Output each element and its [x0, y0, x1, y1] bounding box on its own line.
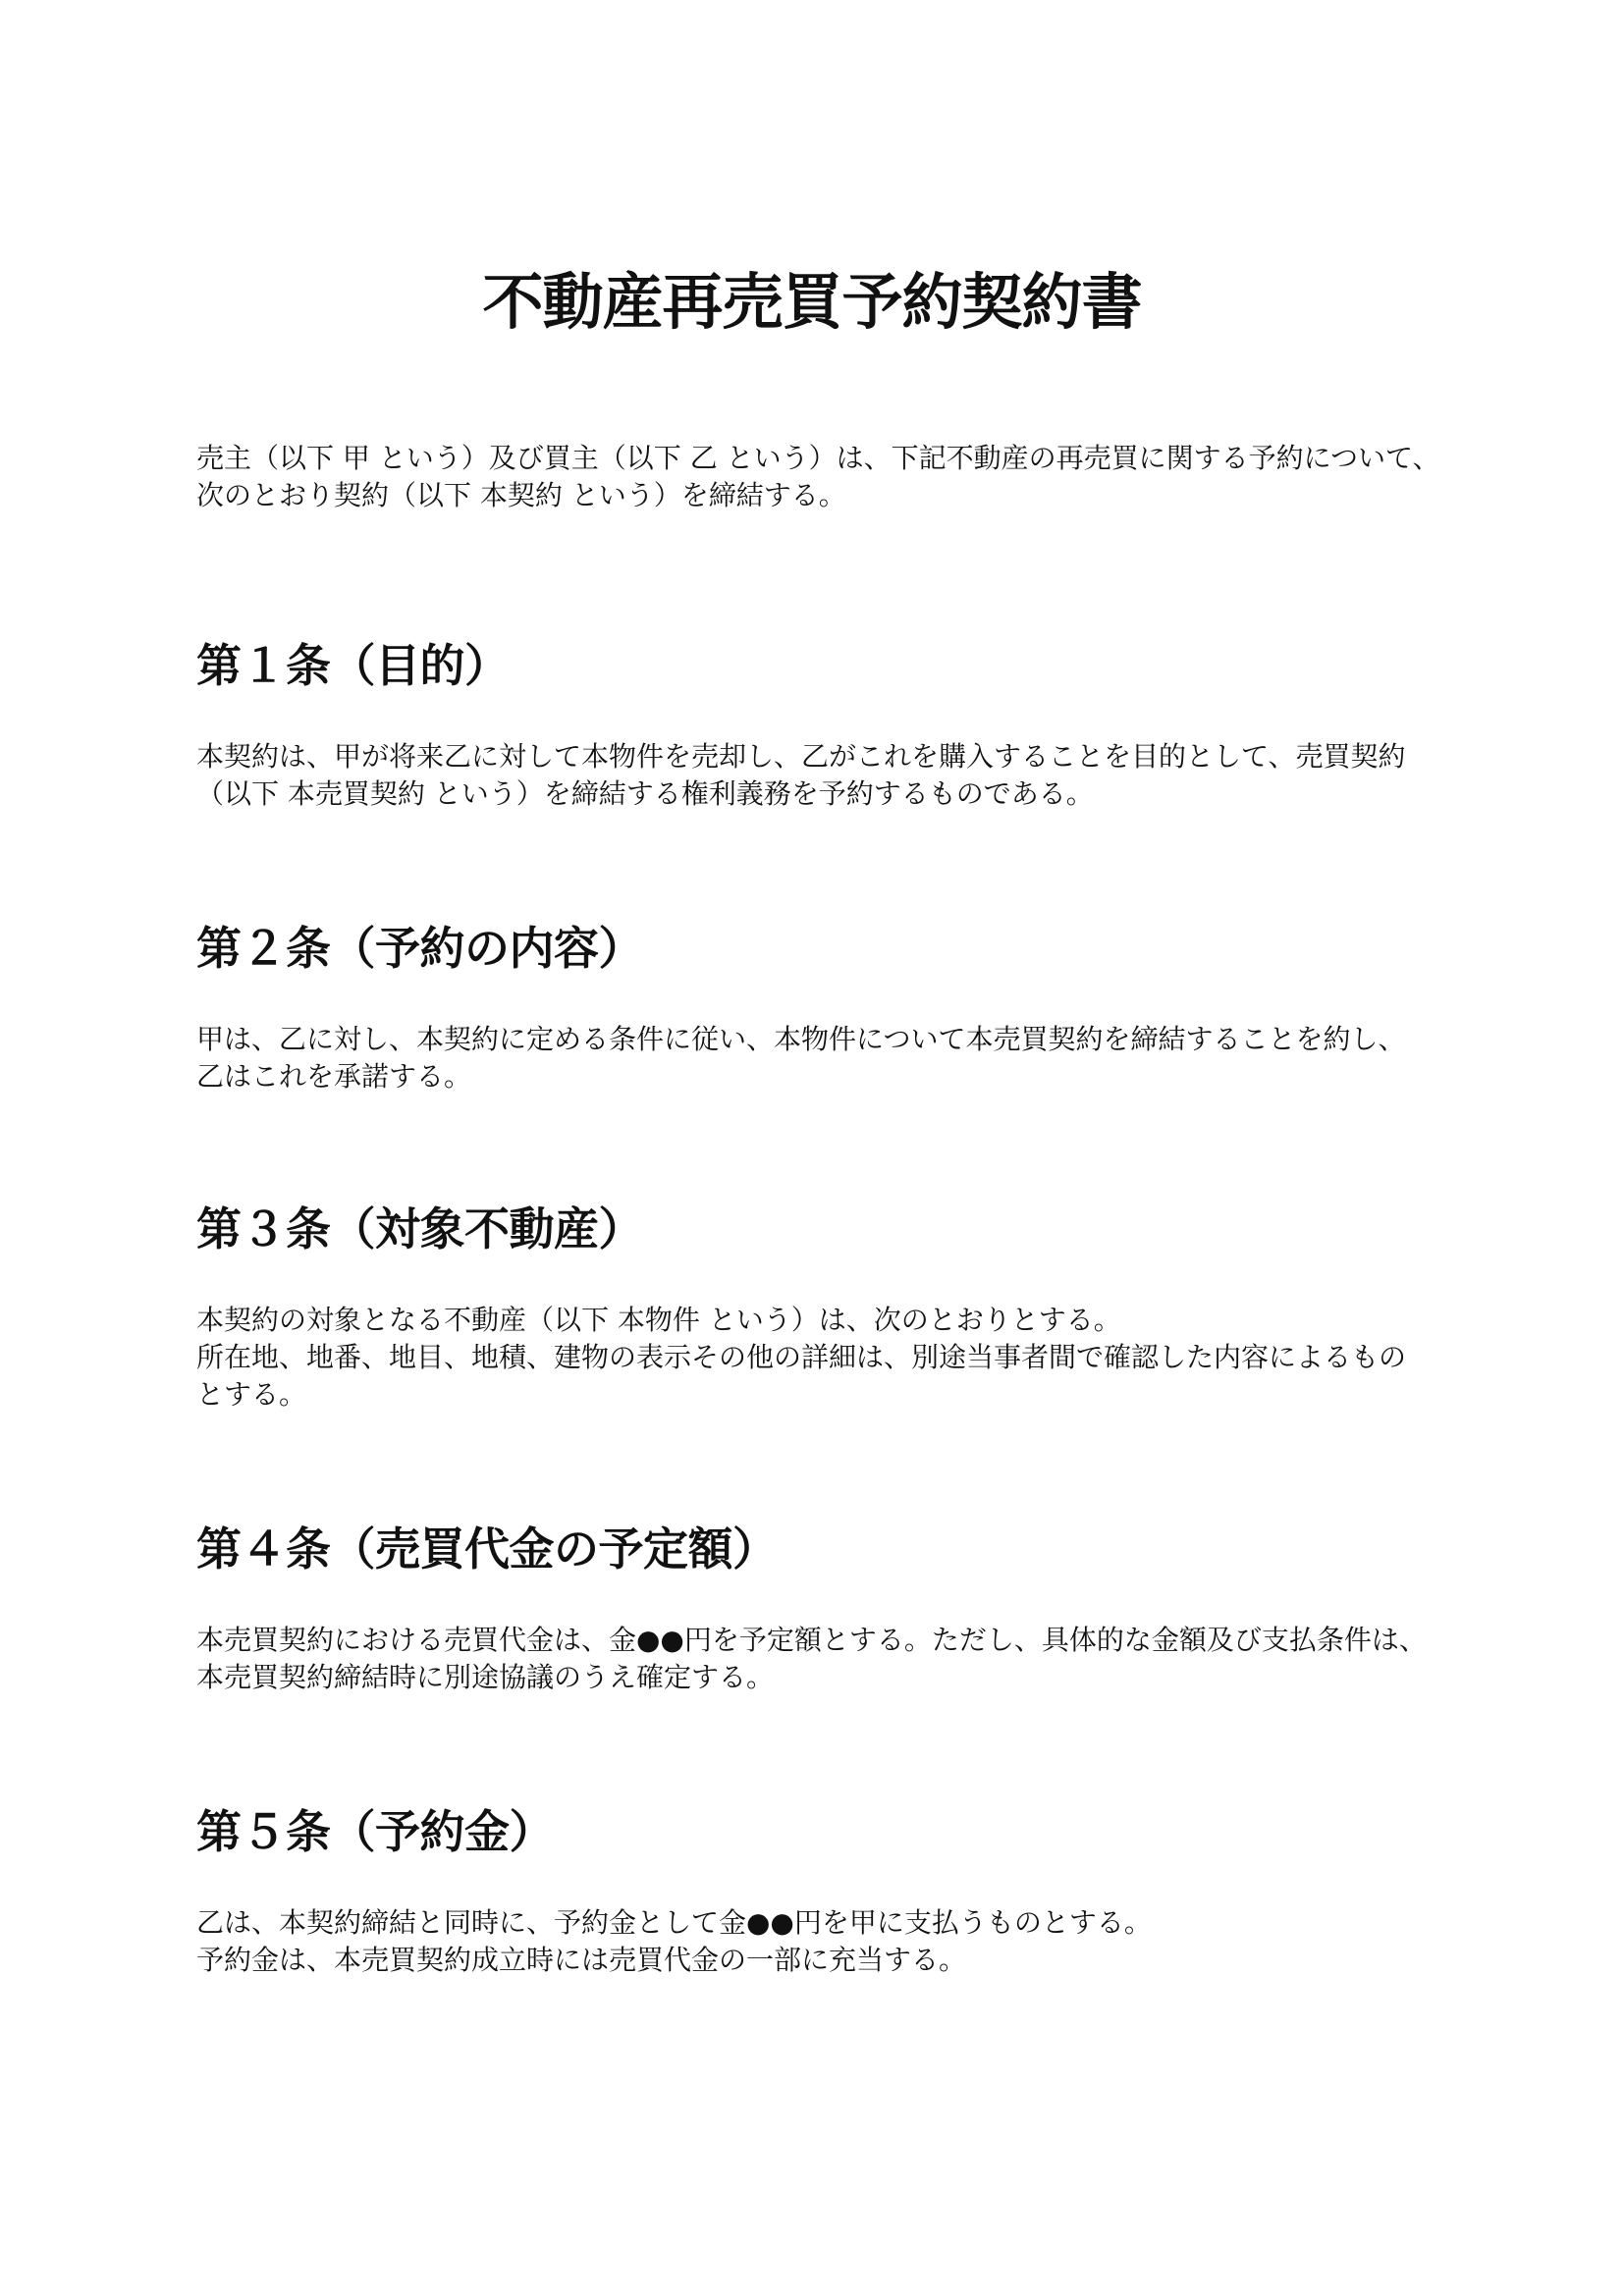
article-line: とする。 — [196, 1378, 307, 1411]
article-line: 本契約は、甲が将来乙に対して本物件を売却し、乙がこれを購入することを目的として、売買契約 — [196, 740, 1406, 773]
article-heading: 第１条（目的） — [196, 639, 510, 692]
article-line: 予約金は、本売買契約成立時には売買代金の一部に充当する。 — [196, 1944, 967, 1976]
article-heading: 第４条（売買代金の予定額） — [196, 1522, 778, 1575]
article-2 — [196, 919, 1473, 1095]
article-body — [196, 1021, 1473, 1095]
article-line: 本売買契約締結時に別途協議のうえ確定する。 — [196, 1661, 775, 1693]
article-body — [196, 1302, 1473, 1414]
article-line: 本売買契約における売買代金は、金●●円を予定額とする。ただし、具体的な金額及び支払条件は、 — [196, 1624, 1427, 1656]
article-line: 乙は、本契約締結と同時に、予約金として金●●円を甲に支払うものとする。 — [196, 1906, 1152, 1939]
article-line: 本契約の対象となる不動産（以下 本物件 という）は、次のとおりとする。 — [196, 1304, 1121, 1336]
article-5 — [196, 1802, 1473, 1979]
intro-line: 売主（以下 甲 という）及び買主（以下 乙 という）は、下記不動産の再売買に関する予約について、 — [196, 442, 1440, 474]
article-heading: 第３条（対象不動産） — [196, 1202, 643, 1255]
article-3 — [196, 1200, 1473, 1414]
article-body — [196, 738, 1473, 813]
article-heading: 第５条（予約金） — [196, 1805, 554, 1858]
article-1 — [196, 636, 1473, 813]
intro-paragraph — [196, 440, 1473, 514]
article-line: 乙はこれを承諾する。 — [196, 1060, 472, 1093]
article-line: 甲は、乙に対し、本契約に定める条件に従い、本物件について本売買契約を締結することを約し、 — [196, 1023, 1406, 1055]
document-title: 不動産再売買予約契約書 — [482, 266, 1142, 338]
article-body — [196, 1622, 1473, 1696]
article-heading: 第２条（予約の内容） — [196, 922, 643, 975]
article-line: 所在地、地番、地目、地積、建物の表示その他の詳細は、別途当事者間で確認した内容によるもの — [196, 1341, 1407, 1373]
article-4 — [196, 1520, 1473, 1696]
intro-line: 次のとおり契約（以下 本契約 という）を締結する。 — [196, 479, 846, 511]
article-line: （以下 本売買契約 という）を締結する権利義務を予約するものである。 — [196, 777, 1094, 810]
article-body — [196, 1904, 1473, 1979]
